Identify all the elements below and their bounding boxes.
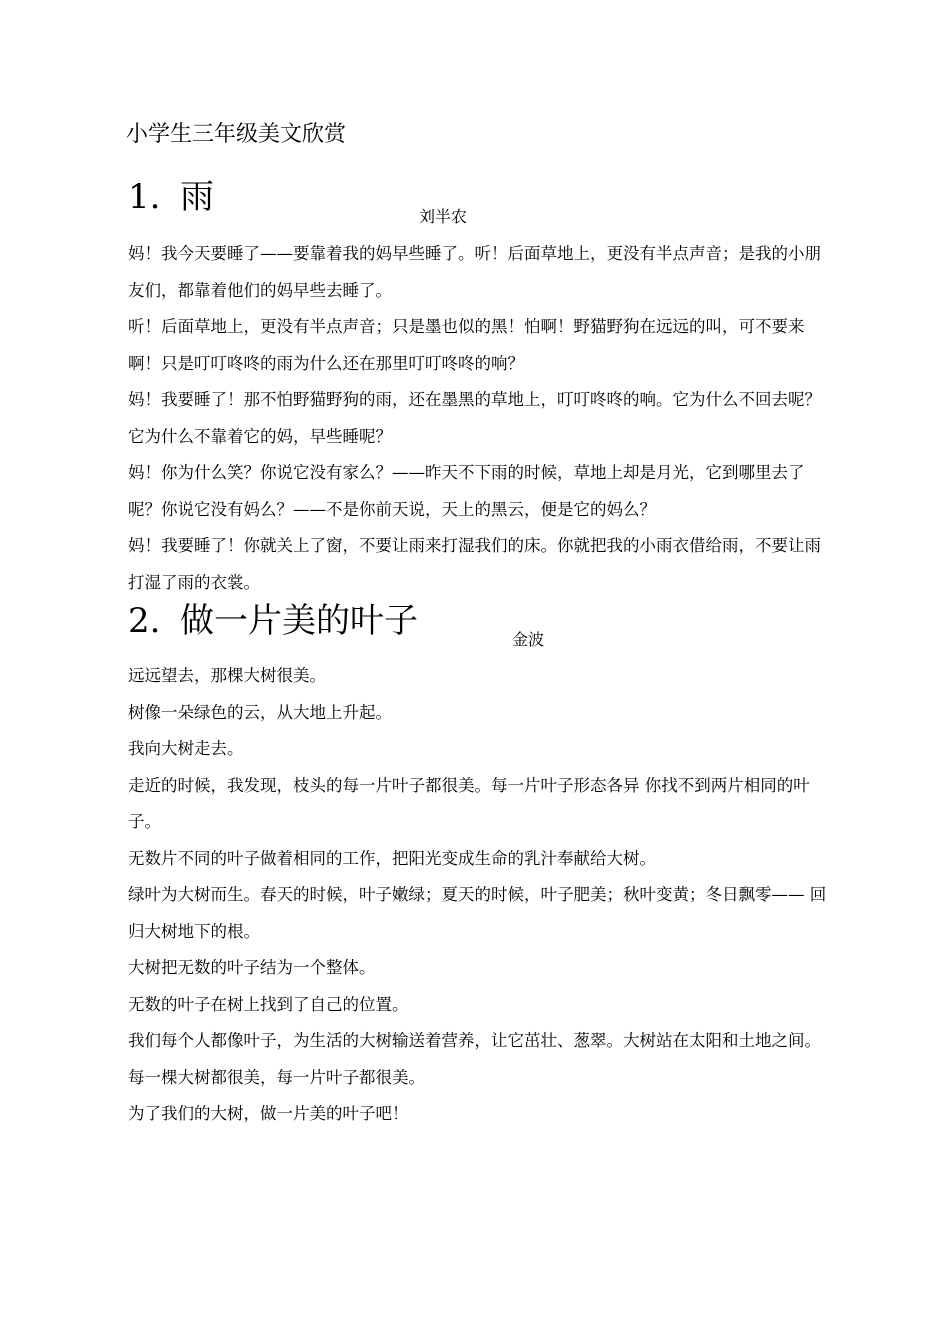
paragraph: 妈！你为什么笑？你说它没有家么？——昨天不下雨的时候，草地上却是月光，它到哪里去了呢？你说它没有妈么？——不是你前天说，天上的黑云，便是它的妈么？ <box>128 463 805 519</box>
paragraph: 为了我们的大树，做一片美的叶子吧！ <box>128 1104 409 1123</box>
paragraph: 绿叶为大树而生。春天的时候，叶子嫩绿；夏天的时候，叶子肥美；秋叶变黄；冬日飘零—— 回归大树地下的根。 <box>128 885 827 941</box>
section-author: 刘半农 <box>419 207 468 226</box>
paragraph: 无数的叶子在树上找到了自己的位置。 <box>128 994 409 1014</box>
paragraph: 妈！我今天要睡了——要靠着我的妈早些睡了。听！后面草地上，更没有半点声音；是我的小朋友们，都靠着他们的妈早些去睡了。 <box>128 244 821 300</box>
section-number: 1. <box>128 177 161 217</box>
paragraph: 每一棵大树都很美，每一片叶子都很美。 <box>128 1067 425 1087</box>
section-number: 2. <box>128 601 161 641</box>
section-heading <box>128 176 214 218</box>
section-body <box>128 658 834 1133</box>
paragraph: 我们每个人都像叶子，为生活的大树输送着营养，让它茁壮、葱翠。大树站在太阳和土地之间。 <box>128 1031 821 1050</box>
paragraph: 妈！我要睡了！你就关上了窗，不要让雨来打湿我们的床。你就把我的小雨衣借给雨，不要让雨打湿了雨的衣裳。 <box>128 536 821 592</box>
paragraph: 妈！我要睡了！那不怕野猫野狗的雨，还在墨黑的草地上，叮叮咚咚的响。它为什么不回去呢？它为什么不靠着它的妈，早些睡呢？ <box>128 390 821 446</box>
paragraph: 我向大树走去。 <box>128 739 244 758</box>
section-title: 做一片美的叶子 <box>180 601 418 641</box>
paragraph: 树像一朵绿色的云，从大地上升起。 <box>128 702 392 722</box>
document-title: 小学生三年级美文欣赏 <box>126 122 347 147</box>
paragraph: 大树把无数的叶子结为一个整体。 <box>128 958 376 977</box>
section-author: 金波 <box>512 630 545 649</box>
paragraph: 听！后面草地上，更没有半点声音；只是墨也似的黑！怕啊！野猫野狗在远远的叫，可不要来啊！只是叮叮咚咚的雨为什么还在那里叮叮咚咚的响？ <box>128 317 805 373</box>
section-title: 雨 <box>180 177 214 217</box>
paragraph: 无数片不同的叶子做着相同的工作，把阳光变成生命的乳汁奉献给大树。 <box>128 848 656 868</box>
paragraph: 远远望去，那棵大树很美。 <box>128 666 326 685</box>
section-heading <box>128 600 418 642</box>
paragraph: 走近的时候，我发现，枝头的每一片叶子都很美。每一片叶子形态各异 你找不到两片相同的叶子。 <box>128 775 810 831</box>
section-body <box>128 236 834 601</box>
